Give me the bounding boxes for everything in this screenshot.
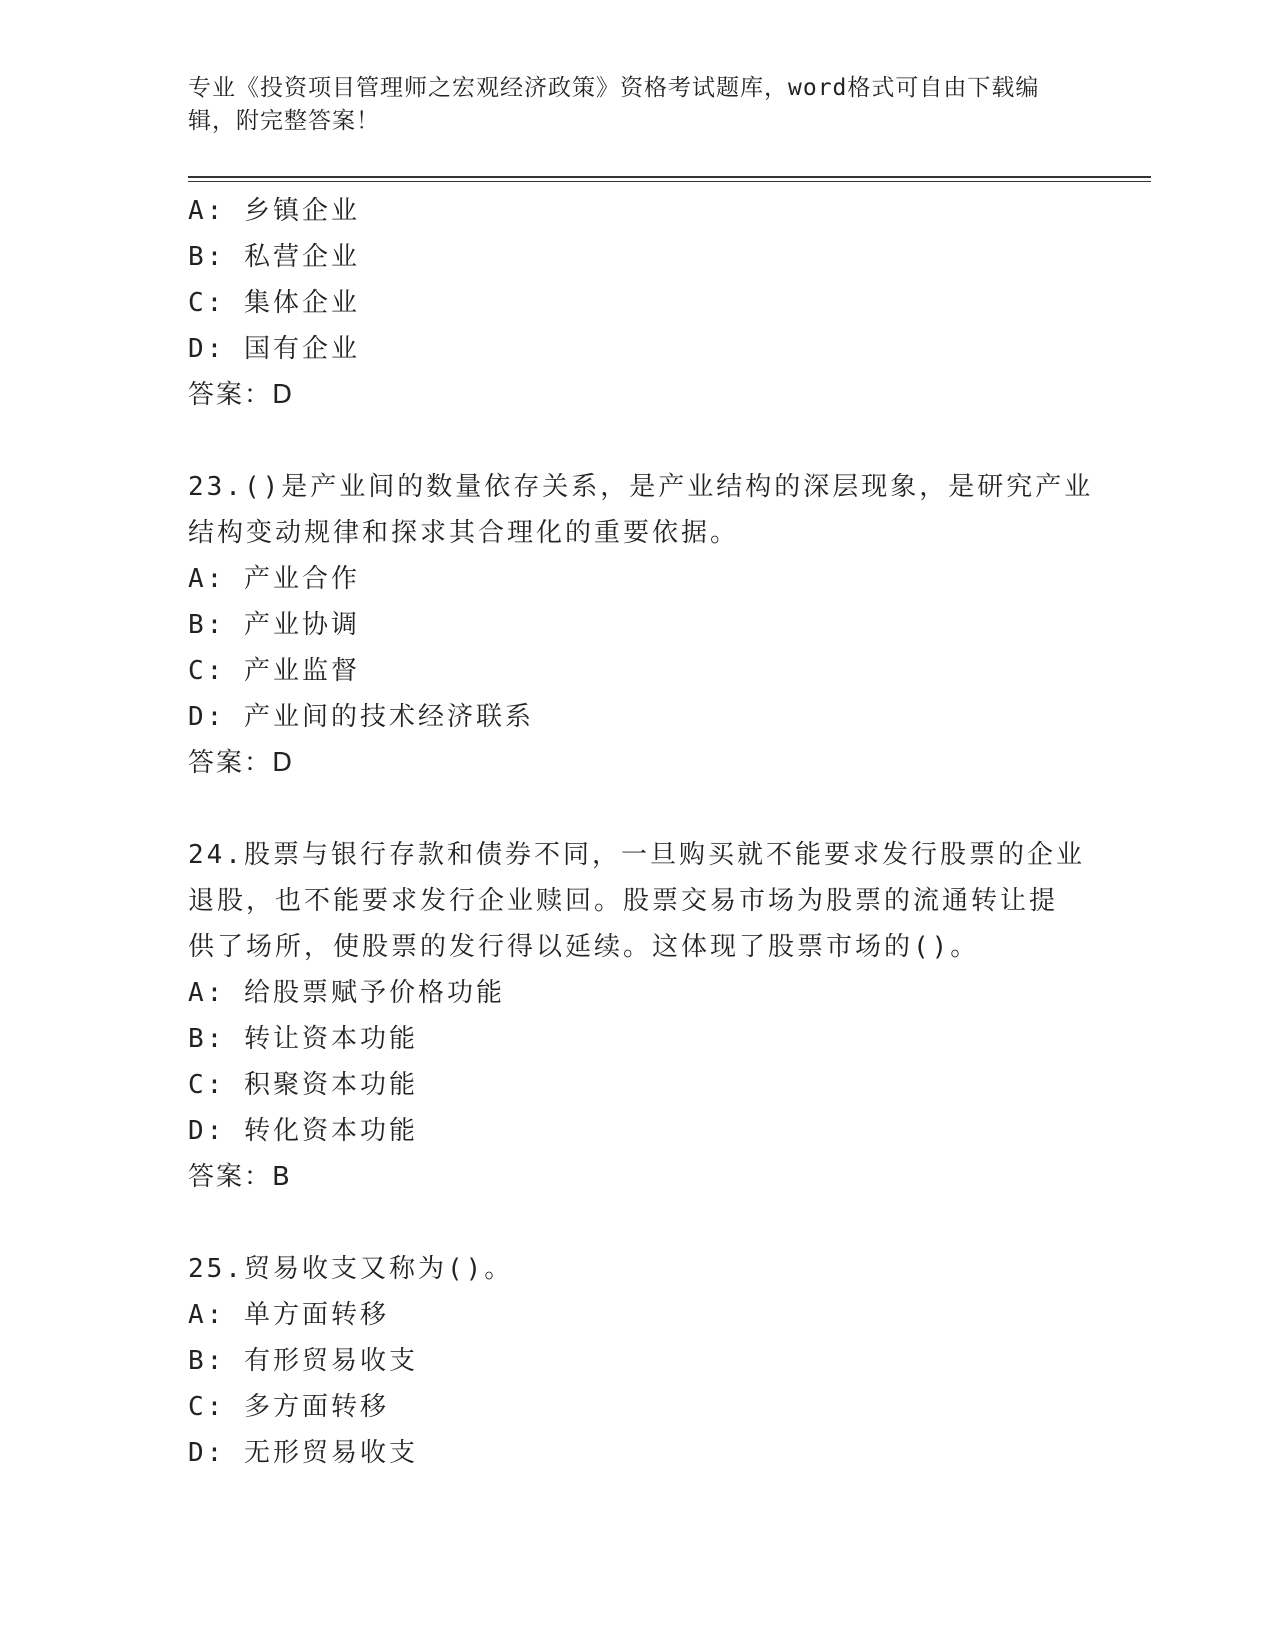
question-23 — [188, 464, 1094, 786]
answer: 答案：D — [188, 380, 295, 410]
option-c: C: 积聚资本功能 — [188, 1070, 418, 1100]
option-c: C: 产业监督 — [188, 656, 360, 686]
question-stem: 24.股票与银行存款和债券不同，一旦购买就不能要求发行股票的企业 — [188, 840, 1085, 870]
header-line-1: 专业《投资项目管理师之宏观经济政策》资格考试题库，word格式可自由下载编 — [188, 75, 1040, 101]
question-stem: 25.贸易收支又称为()。 — [188, 1254, 514, 1284]
spacer — [188, 1200, 1088, 1246]
option-d: D: 无形贸易收支 — [188, 1438, 418, 1468]
option-b: B: 转让资本功能 — [188, 1024, 418, 1054]
option-c: C: 多方面转移 — [188, 1392, 389, 1422]
option-d: D: 国有企业 — [188, 334, 360, 364]
option-a: A: 乡镇企业 — [188, 196, 360, 226]
question-25 — [188, 1246, 1088, 1476]
answer: 答案：B — [188, 1162, 292, 1192]
answer: 答案：D — [188, 748, 295, 778]
option-a: A: 产业合作 — [188, 564, 360, 594]
question-list — [188, 188, 1094, 1476]
question-24 — [188, 832, 1088, 1200]
question-stem: 供了场所，使股票的发行得以延续。这体现了股票市场的()。 — [188, 932, 980, 962]
option-a: A: 单方面转移 — [188, 1300, 389, 1330]
spacer — [188, 418, 1088, 464]
option-a: A: 给股票赋予价格功能 — [188, 978, 505, 1008]
option-b: B: 有形贸易收支 — [188, 1346, 418, 1376]
document-header — [188, 72, 1088, 138]
question-22 — [188, 188, 1088, 418]
question-stem: 结构变动规律和探求其合理化的重要依据。 — [188, 518, 740, 548]
option-d: D: 产业间的技术经济联系 — [188, 702, 534, 732]
spacer — [188, 786, 1088, 832]
question-stem: 退股，也不能要求发行企业赎回。股票交易市场为股票的流通转让提 — [188, 886, 1059, 916]
question-stem: 23.()是产业间的数量依存关系，是产业结构的深层现象，是研究产业 — [188, 472, 1094, 502]
option-d: D: 转化资本功能 — [188, 1116, 418, 1146]
option-c: C: 集体企业 — [188, 288, 360, 318]
option-b: B: 产业协调 — [188, 610, 360, 640]
option-b: B: 私营企业 — [188, 242, 360, 272]
header-divider — [188, 176, 1151, 182]
header-line-2: 辑，附完整答案！ — [188, 108, 380, 134]
